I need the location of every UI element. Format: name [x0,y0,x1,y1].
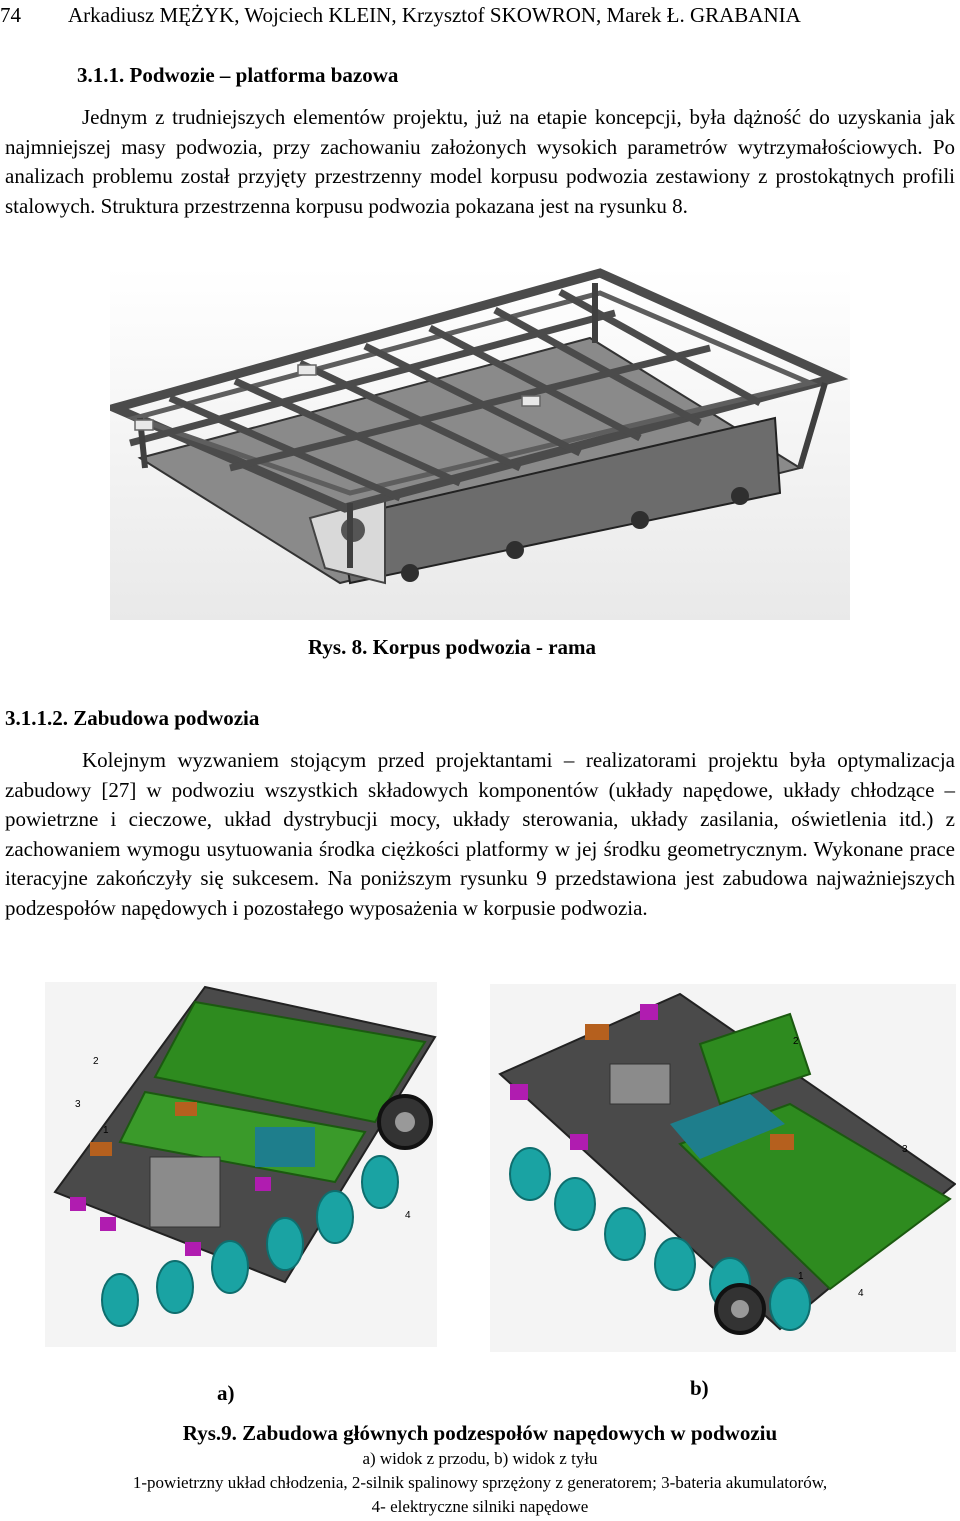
paragraph-text: Jednym z trudniejszych elementów projektu, już na etapie koncepcji, była dążność do uzyskania jak najmniejszej masy podwozia, przy zachowaniu założonych wysokich parametrów wytrzymałościowych. Po analizach problemu został przyjęty przestrzenny model korpusu podwozia zestawiony z prostokątnych profili stalowych. Struktura przestrzenna korpusu podwozia pokazana jest na rysunku 8. [5,105,955,218]
callout-4: 4 [858,1288,864,1299]
section-heading-3112: 3.1.1.2. Zabudowa podwozia [5,706,260,730]
figure-9a-front-view [45,982,437,1347]
callout-1: 1 [798,1271,804,1282]
paragraph-text: Kolejnym wyzwaniem stojącym przed projektantami – realizatorami projektu była optymalizacja zabudowy [27] w podwoziu wszystkich składowych komponentów (układy napędowe, układy chłodzące – powietrzne i cieczowe, układ dystrybucji mocy, układy sterowania, układy zasilania, oświetlenia itd.) z zachowaniem wymogu usytuowania środka ciężkości platformy w jej środku geometrycznym. Wykonane prace iteracyjne zakończyły się sukcesem. Na poniższym rysunku 9 przedstawiona jest zabudowa najważniejszych podzespołów napędowych i pozostałego wyposażenia w korpusie podwozia. [5,748,955,920]
section-paragraph-3112 [5,746,955,924]
callout-1: 1 [103,1125,109,1136]
figure-8-caption: Rys. 8. Korpus podwozia - rama [308,635,597,659]
figure-9b-rear-view [490,984,956,1352]
chassis-frame-drawing [110,268,850,620]
header-authors: Arkadiusz MĘŻYK, Wojciech KLEIN, Krzysztof SKOWRON, Marek Ł. GRABANIA [68,3,801,27]
figure-9-caption: Rys.9. Zabudowa głównych podzespołów napędowych w podwoziu [182,1421,778,1445]
section-heading-311: 3.1.1. Podwozie – platforma bazowa [77,63,399,87]
figure-9-legend-line-2: 4- elektryczne silniki napędowe [371,1497,589,1516]
figure-9b-label: b) [690,1376,709,1400]
callout-4: 4 [405,1210,411,1221]
figure-9a-label: a) [217,1381,235,1405]
figure-8-chassis-frame [110,268,850,620]
callout-3: 3 [75,1099,81,1110]
section-paragraph-311 [5,103,955,221]
callout-2: 2 [793,1036,799,1047]
page-number: 74 [0,3,21,27]
callout-2: 2 [93,1056,99,1067]
figure-9-subcaption: a) widok z przodu, b) widok z tyłu [362,1449,598,1468]
rear-view-drawing [490,984,956,1352]
figure-9-legend-line-1: 1-powietrzny układ chłodzenia, 2-silnik spalinowy sprzężony z generatorem; 3-bateria akumulatorów, [132,1473,828,1492]
running-header [0,0,960,34]
callout-3: 3 [902,1144,908,1155]
front-view-drawing [45,982,437,1347]
